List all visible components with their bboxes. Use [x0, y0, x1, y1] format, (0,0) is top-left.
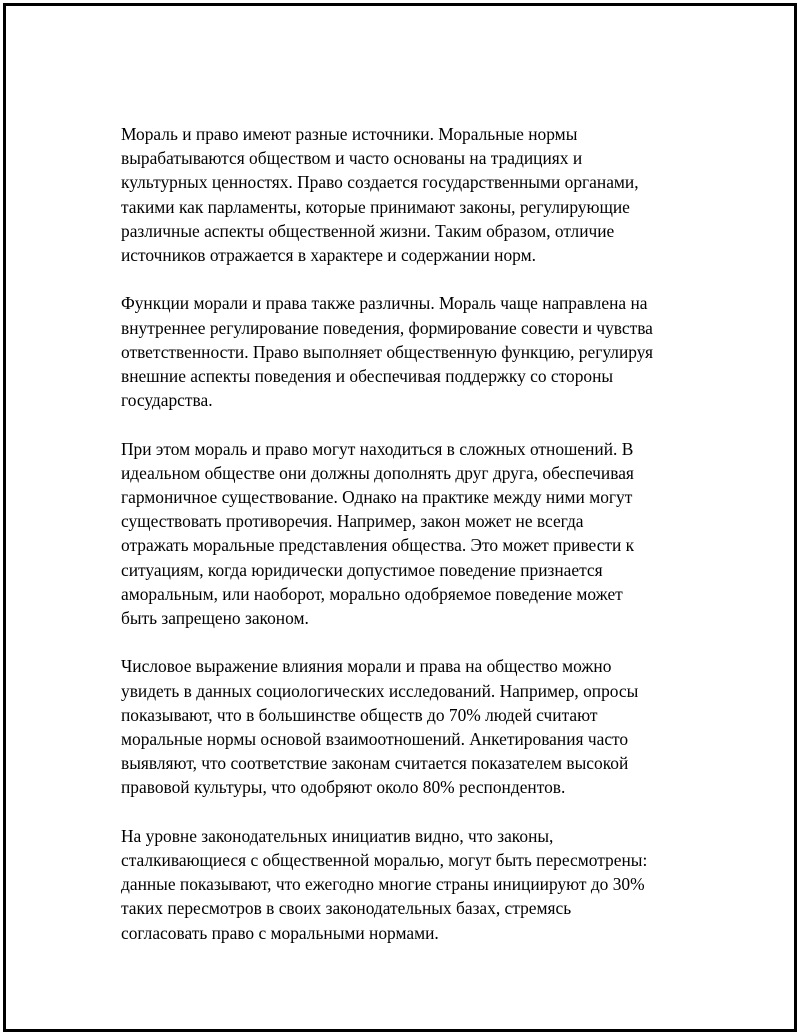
text-line: ответственности. Право выполняет общественную функцию, регулируя — [121, 341, 654, 362]
paragraph — [121, 824, 691, 945]
paragraph — [121, 437, 691, 631]
text-line: ситуациям, когда юридически допустимое поведение признается — [121, 559, 603, 580]
text-line: моральные нормы основой взаимоотношений. Анкетирования часто — [121, 729, 629, 750]
text-line: правовой культуры, что одобряют около 80% респондентов. — [121, 777, 566, 798]
text-line: внешние аспекты поведения и обеспечивая поддержку со стороны — [121, 366, 614, 387]
text-line: аморальным, или наоборот, морально одобряемое поведение может — [121, 583, 623, 604]
text-line: сталкивающиеся с общественной моралью, могут быть пересмотрены: — [121, 850, 648, 871]
text-line: таких пересмотров в своих законодательных базах, стремясь — [121, 898, 572, 919]
paragraph — [121, 291, 691, 412]
text-line: увидеть в данных социологических исследований. Например, опросы — [121, 680, 639, 701]
text-line: культурных ценностях. Право создается государственными органами, — [121, 172, 639, 193]
text-line: гармоничное существование. Однако на практике между ними могут — [121, 487, 633, 508]
text-line: идеальном обществе они должны дополнять друг друга, обеспечивая — [121, 462, 634, 483]
text-line: быть запрещено законом. — [121, 608, 309, 629]
text-line: Функции морали и права также различны. Мораль чаще направлена на — [121, 293, 648, 314]
text-line: выявляют, что соответствие законам считается показателем высокой — [121, 753, 629, 774]
text-line: отражать моральные представления общества. Это может привести к — [121, 535, 635, 556]
text-line: вырабатываются обществом и часто основаны на традициях и — [121, 148, 583, 169]
text-line: существовать противоречия. Например, закон может не всегда — [121, 511, 584, 532]
text-line: такими как парламенты, которые принимают законы, регулирующие — [121, 196, 630, 217]
text-line: различные аспекты общественной жизни. Таким образом, отличие — [121, 220, 615, 241]
paragraph — [121, 654, 691, 799]
page-frame — [3, 3, 797, 1032]
text-line: государства. — [121, 390, 213, 411]
text-line: показывают, что в большинстве обществ до 70% людей считают — [121, 704, 598, 725]
paragraph — [121, 122, 691, 267]
text-line: При этом мораль и право могут находиться в сложных отношений. В — [121, 438, 634, 459]
text-line: согласовать право с моральными нормами. — [121, 922, 439, 943]
text-line: На уровне законодательных инициатив видно, что законы, — [121, 825, 554, 846]
text-line: данные показывают, что ежегодно многие страны инициируют до 30% — [121, 874, 645, 895]
text-line: Числовое выражение влияния морали и права на общество можно — [121, 656, 612, 677]
text-line: внутреннее регулирование поведения, формирование совести и чувства — [121, 317, 653, 338]
document-body — [121, 122, 691, 969]
text-line: источников отражается в характере и содержании норм. — [121, 245, 536, 266]
text-line: Мораль и право имеют разные источники. Моральные нормы — [121, 124, 578, 144]
